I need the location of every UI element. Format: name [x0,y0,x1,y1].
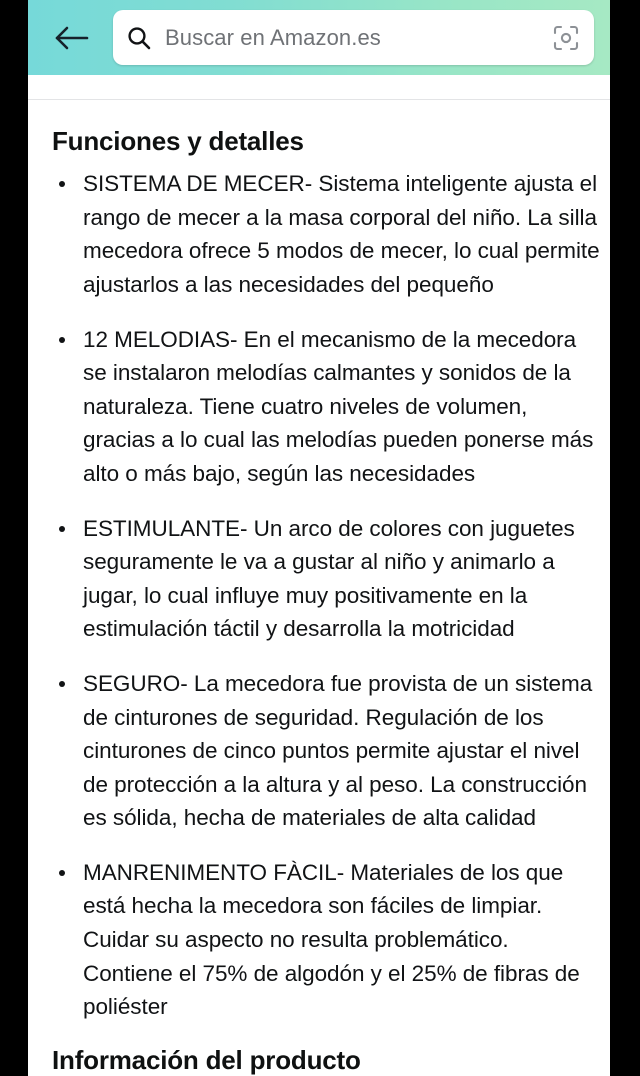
search-bar[interactable] [113,10,594,65]
next-section-title: Información del producto [52,1044,361,1075]
feature-bullet-list [52,167,600,1024]
back-arrow-icon [51,22,91,54]
camera-scan-icon[interactable] [538,24,594,52]
header-divider [28,99,610,100]
left-letterbox-bar [0,0,28,1023]
page-title: Funciones y detalles [52,126,304,156]
header-spacer [28,75,610,99]
list-item: 12 MELODIAS- En el mecanismo de la mecedora se instalaron melodías calmantes y sonidos de la naturaleza. Tiene cuatro niveles de volumen, gracias a lo cual las melodías pueden ponerse más alto o más bajo, según las necesidades [52,323,600,491]
product-details-section [28,126,610,1076]
list-item: SISTEMA DE MECER- Sistema inteligente ajusta el rango de mecer a la masa corporal del niño. La silla mecedora ofrece 5 modos de mecer, lo cual permite ajustarlos a las necesidades del pequeño [52,167,600,301]
search-header [28,0,610,75]
list-item: MANRENIMENTO FÀCIL- Materiales de los que está hecha la mecedora son fáciles de limpiar. Cuidar su aspecto no resulta problemático. Contiene el 75% de algodón y el 25% de fibras de poliéster [52,856,600,1024]
list-item: ESTIMULANTE- Un arco de colores con juguetes seguramente le va a gustar al niño y animarlo a jugar, lo cual influye muy positivamente en la estimulación táctil y desarrolla la motricidad [52,512,600,646]
list-item: SEGURO- La mecedora fue provista de un sistema de cinturones de seguridad. Regulación de los cinturones de cinco puntos permite ajustar el nivel de protección a la altura y al peso. La construcción es sólida, hecha de materiales de alta calidad [52,667,600,835]
search-icon [113,25,165,51]
right-letterbox-bar [610,0,640,1023]
search-input[interactable]: Buscar en Amazon.es [165,24,381,50]
back-button[interactable] [28,0,113,75]
app-viewport [28,0,610,1075]
